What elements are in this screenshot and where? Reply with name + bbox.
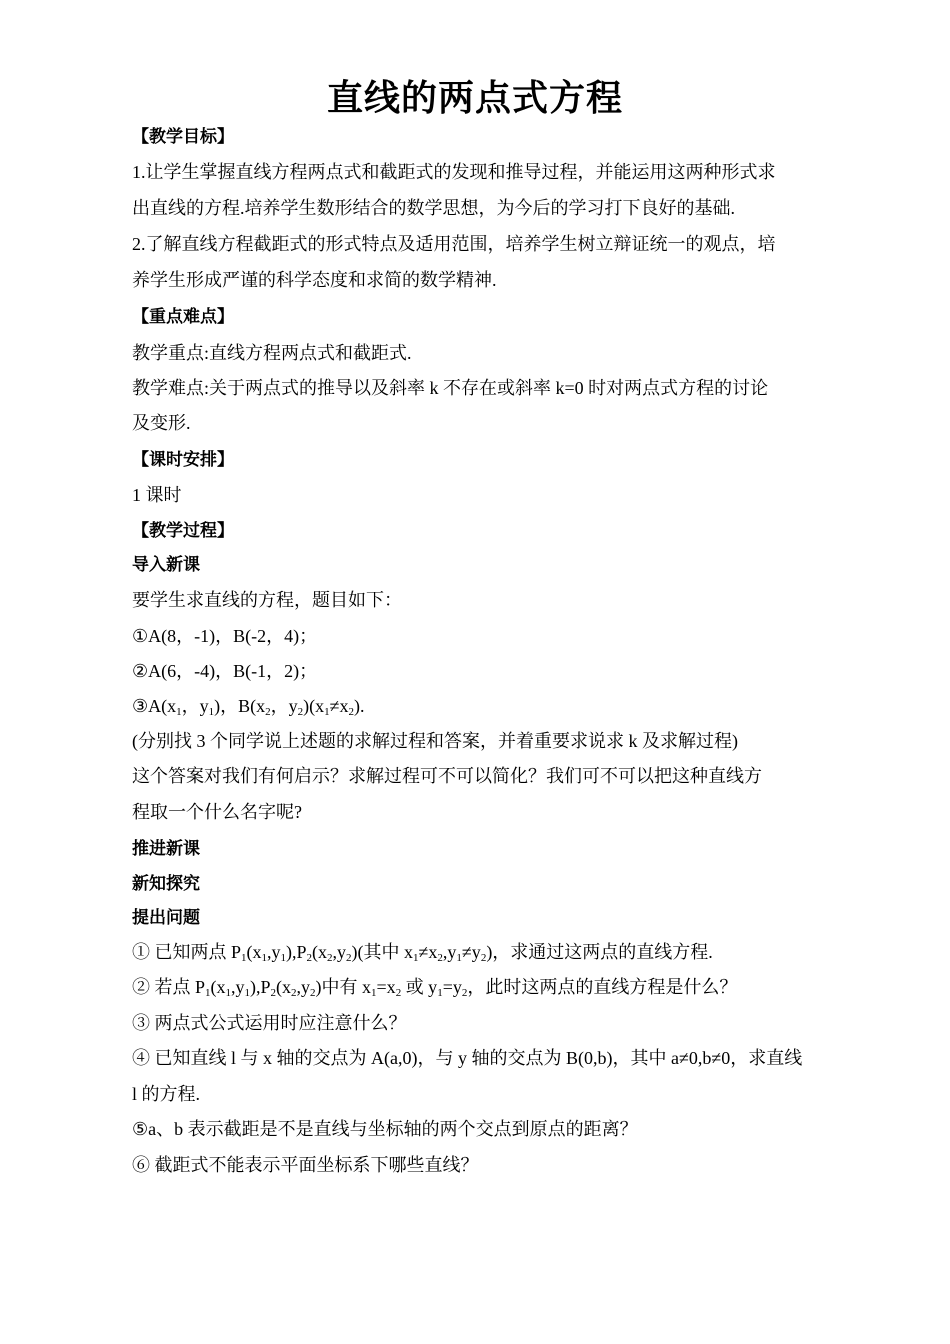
question-2: ② 若点 $P_1(x_1,y_1),P_2(x_2,y_2)$中有 $x_1=x_2$ 或 $y_1=y_2$，此时这两点的直线方程是什么？ bbox=[132, 977, 738, 999]
advance-heading: 推进新课 bbox=[132, 839, 200, 859]
goals-heading: 【教学目标】 bbox=[132, 127, 234, 147]
question-4-line1: ④ 已知直线 l 与 x 轴的交点为 A(a,0)，与 y 轴的交点为 B(0,b)，其中 a≠0,b≠0，求直线 bbox=[132, 1048, 803, 1068]
question-line1: 这个答案对我们有何启示？求解过程可不可以简化？我们可不可以把这种直线方 bbox=[132, 766, 762, 786]
page-title: 直线的两点式方程 bbox=[326, 78, 623, 119]
problem-2: ②A(6，-4)，B(-1，2)； bbox=[132, 661, 318, 681]
goal1-line1: 1.让学生掌握直线方程两点式和截距式的发现和推导过程，并能运用这两种形式求 bbox=[132, 162, 776, 182]
difficulty-line2: 及变形. bbox=[132, 413, 191, 433]
question-5: ⑤a、b 表示截距是不是直线与坐标轴的两个交点到原点的距离？ bbox=[132, 1119, 638, 1139]
key-point: 教学重点:直线方程两点式和截距式. bbox=[132, 343, 412, 363]
question-line2: 程取一个什么名字呢? bbox=[132, 802, 302, 822]
raise-heading: 提出问题 bbox=[132, 908, 200, 928]
problem-3: $③A(x_1$，$y_1$)，$B(x_2$，$y_2)(x_1\ne x_2)$. bbox=[132, 696, 365, 718]
question-1: ① 已知两点 $P_1(x_1,y_1),P_2(x_2,y_2)$(其中 $x_1\ne x_2,y_1\ne y_2$)，求通过这两点的直线方程. bbox=[132, 942, 713, 964]
instruction-text: (分别找 3 个同学说上述题的求解过程和答案，并着重要求说求 k 及求解过程) bbox=[132, 731, 738, 751]
goal1-line2: 出直线的方程.培养学生数形结合的数学思想，为今后的学习打下良好的基础. bbox=[132, 198, 735, 218]
key-heading: 【重点难点】 bbox=[132, 307, 234, 327]
question-3: ③ 两点式公式运用时应注意什么？ bbox=[132, 1013, 407, 1033]
problem-1: ①A(8，-1)，B(-2，4)； bbox=[132, 626, 318, 646]
process-heading: 【教学过程】 bbox=[132, 521, 234, 541]
goal2-line1: 2.了解直线方程截距式的形式特点及适用范围，培养学生树立辩证统一的观点，培 bbox=[132, 234, 776, 254]
goal2-line2: 养学生形成严谨的科学态度和求简的数学精神. bbox=[132, 270, 497, 290]
question-6: ⑥ 截距式不能表示平面坐标系下哪些直线？ bbox=[132, 1155, 479, 1175]
difficulty-line1: 教学难点:关于两点式的推导以及斜率 k 不存在或斜率 k=0 时对两点式方程的讨论 bbox=[132, 378, 769, 398]
question-4-line2: l 的方程. bbox=[132, 1084, 201, 1104]
explore-heading: 新知探究 bbox=[132, 874, 200, 894]
intro-text: 要学生求直线的方程，题目如下： bbox=[132, 590, 402, 610]
schedule-heading: 【课时安排】 bbox=[132, 450, 234, 470]
schedule-text: 1 课时 bbox=[132, 485, 182, 505]
intro-heading: 导入新课 bbox=[132, 555, 200, 575]
